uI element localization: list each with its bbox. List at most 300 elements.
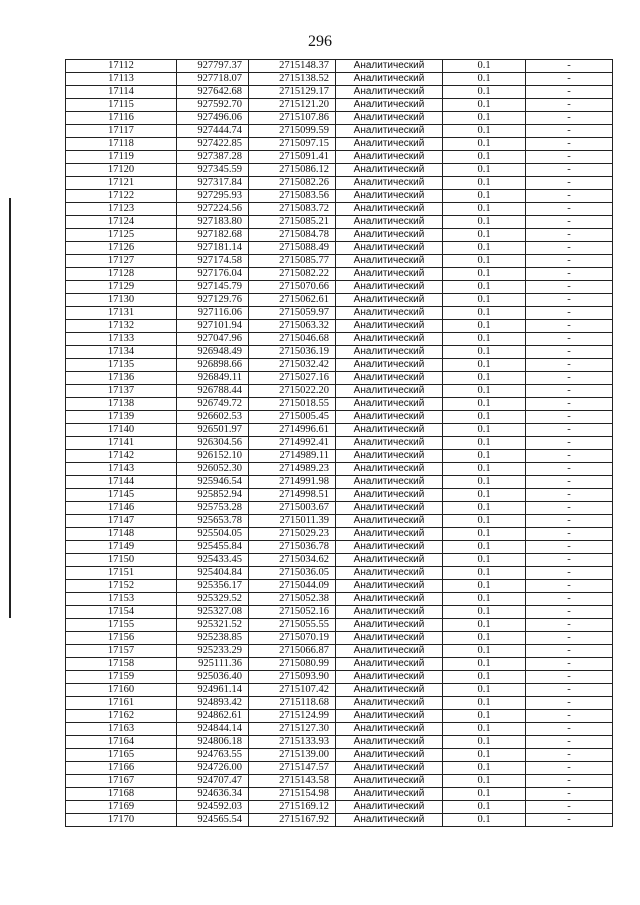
accuracy-cell: 0.1: [443, 320, 526, 333]
note-cell: -: [526, 788, 613, 801]
table-row: [66, 502, 613, 515]
note-cell: -: [526, 359, 613, 372]
point-id-cell: 17144: [66, 476, 177, 489]
note-cell: -: [526, 437, 613, 450]
method-cell: Аналитический: [336, 645, 443, 658]
table-row: [66, 463, 613, 476]
method-cell: Аналитический: [336, 476, 443, 489]
accuracy-cell: 0.1: [443, 788, 526, 801]
accuracy-cell: 0.1: [443, 541, 526, 554]
note-cell: -: [526, 658, 613, 671]
accuracy-cell: 0.1: [443, 606, 526, 619]
x-coordinate-cell: 925238.85: [177, 632, 249, 645]
point-id-cell: 17169: [66, 801, 177, 814]
x-coordinate-cell: 926849.11: [177, 372, 249, 385]
table-row: [66, 333, 613, 346]
point-id-cell: 17136: [66, 372, 177, 385]
y-coordinate-cell: 2715169.12: [249, 801, 336, 814]
y-coordinate-cell: 2715036.05: [249, 567, 336, 580]
method-cell: Аналитический: [336, 723, 443, 736]
note-cell: -: [526, 242, 613, 255]
x-coordinate-cell: 926501.97: [177, 424, 249, 437]
point-id-cell: 17160: [66, 684, 177, 697]
accuracy-cell: 0.1: [443, 307, 526, 320]
table-row: [66, 281, 613, 294]
table-row: [66, 320, 613, 333]
accuracy-cell: 0.1: [443, 424, 526, 437]
point-id-cell: 17119: [66, 151, 177, 164]
point-id-cell: 17115: [66, 99, 177, 112]
accuracy-cell: 0.1: [443, 112, 526, 125]
note-cell: -: [526, 463, 613, 476]
note-cell: -: [526, 190, 613, 203]
table-row: [66, 697, 613, 710]
table-row: [66, 346, 613, 359]
accuracy-cell: 0.1: [443, 645, 526, 658]
x-coordinate-cell: 926898.66: [177, 359, 249, 372]
x-coordinate-cell: 927345.59: [177, 164, 249, 177]
accuracy-cell: 0.1: [443, 372, 526, 385]
note-cell: -: [526, 541, 613, 554]
note-cell: -: [526, 502, 613, 515]
point-id-cell: 17121: [66, 177, 177, 190]
x-coordinate-cell: 924707.47: [177, 775, 249, 788]
x-coordinate-cell: 927797.37: [177, 60, 249, 73]
point-id-cell: 17139: [66, 411, 177, 424]
accuracy-cell: 0.1: [443, 138, 526, 151]
note-cell: -: [526, 164, 613, 177]
x-coordinate-cell: 927642.68: [177, 86, 249, 99]
y-coordinate-cell: 2715082.26: [249, 177, 336, 190]
accuracy-cell: 0.1: [443, 749, 526, 762]
x-coordinate-cell: 924893.42: [177, 697, 249, 710]
y-coordinate-cell: 2715083.72: [249, 203, 336, 216]
method-cell: Аналитический: [336, 125, 443, 138]
table-row: [66, 138, 613, 151]
x-coordinate-cell: 925327.08: [177, 606, 249, 619]
point-id-cell: 17156: [66, 632, 177, 645]
accuracy-cell: 0.1: [443, 736, 526, 749]
point-id-cell: 17112: [66, 60, 177, 73]
method-cell: Аналитический: [336, 73, 443, 86]
y-coordinate-cell: 2715138.52: [249, 73, 336, 86]
y-coordinate-cell: 2715091.41: [249, 151, 336, 164]
point-id-cell: 17168: [66, 788, 177, 801]
point-id-cell: 17170: [66, 814, 177, 827]
table-row: [66, 99, 613, 112]
note-cell: -: [526, 671, 613, 684]
point-id-cell: 17149: [66, 541, 177, 554]
table-row: [66, 593, 613, 606]
note-cell: -: [526, 424, 613, 437]
note-cell: -: [526, 281, 613, 294]
x-coordinate-cell: 924592.03: [177, 801, 249, 814]
method-cell: Аналитический: [336, 268, 443, 281]
page-number: 296: [308, 33, 332, 50]
y-coordinate-cell: 2715029.23: [249, 528, 336, 541]
y-coordinate-cell: 2715046.68: [249, 333, 336, 346]
table-row: [66, 268, 613, 281]
x-coordinate-cell: 926304.56: [177, 437, 249, 450]
x-coordinate-cell: 925433.45: [177, 554, 249, 567]
table-row: [66, 710, 613, 723]
method-cell: Аналитический: [336, 567, 443, 580]
note-cell: -: [526, 645, 613, 658]
accuracy-cell: 0.1: [443, 580, 526, 593]
y-coordinate-cell: 2715107.42: [249, 684, 336, 697]
note-cell: -: [526, 333, 613, 346]
point-id-cell: 17127: [66, 255, 177, 268]
accuracy-cell: 0.1: [443, 632, 526, 645]
point-id-cell: 17158: [66, 658, 177, 671]
y-coordinate-cell: 2715052.16: [249, 606, 336, 619]
note-cell: -: [526, 411, 613, 424]
table-row: [66, 437, 613, 450]
y-coordinate-cell: 2715097.15: [249, 138, 336, 151]
x-coordinate-cell: 927047.96: [177, 333, 249, 346]
method-cell: Аналитический: [336, 762, 443, 775]
y-coordinate-cell: 2715118.68: [249, 697, 336, 710]
x-coordinate-cell: 927181.14: [177, 242, 249, 255]
accuracy-cell: 0.1: [443, 294, 526, 307]
point-id-cell: 17132: [66, 320, 177, 333]
table-row: [66, 541, 613, 554]
accuracy-cell: 0.1: [443, 775, 526, 788]
x-coordinate-cell: 925036.40: [177, 671, 249, 684]
accuracy-cell: 0.1: [443, 164, 526, 177]
note-cell: -: [526, 489, 613, 502]
y-coordinate-cell: 2715059.97: [249, 307, 336, 320]
point-id-cell: 17145: [66, 489, 177, 502]
y-coordinate-cell: 2714998.51: [249, 489, 336, 502]
x-coordinate-cell: 925504.05: [177, 528, 249, 541]
table-row: [66, 749, 613, 762]
x-coordinate-cell: 927145.79: [177, 281, 249, 294]
accuracy-cell: 0.1: [443, 593, 526, 606]
table-row: [66, 723, 613, 736]
accuracy-cell: 0.1: [443, 697, 526, 710]
y-coordinate-cell: 2715052.38: [249, 593, 336, 606]
point-id-cell: 17114: [66, 86, 177, 99]
note-cell: -: [526, 567, 613, 580]
accuracy-cell: 0.1: [443, 489, 526, 502]
note-cell: -: [526, 138, 613, 151]
table-row: [66, 645, 613, 658]
method-cell: Аналитический: [336, 216, 443, 229]
note-cell: -: [526, 684, 613, 697]
accuracy-cell: 0.1: [443, 86, 526, 99]
table-row: [66, 164, 613, 177]
x-coordinate-cell: 925455.84: [177, 541, 249, 554]
method-cell: Аналитический: [336, 164, 443, 177]
method-cell: Аналитический: [336, 398, 443, 411]
table-row: [66, 177, 613, 190]
x-coordinate-cell: 924763.55: [177, 749, 249, 762]
note-cell: -: [526, 398, 613, 411]
point-id-cell: 17118: [66, 138, 177, 151]
point-id-cell: 17142: [66, 450, 177, 463]
margin-bar: [9, 198, 11, 618]
table-row: [66, 216, 613, 229]
y-coordinate-cell: 2715070.66: [249, 281, 336, 294]
y-coordinate-cell: 2715083.56: [249, 190, 336, 203]
accuracy-cell: 0.1: [443, 190, 526, 203]
y-coordinate-cell: 2715167.92: [249, 814, 336, 827]
x-coordinate-cell: 927183.80: [177, 216, 249, 229]
note-cell: -: [526, 749, 613, 762]
point-id-cell: 17152: [66, 580, 177, 593]
accuracy-cell: 0.1: [443, 177, 526, 190]
note-cell: -: [526, 320, 613, 333]
table-row: [66, 658, 613, 671]
table-row: [66, 450, 613, 463]
note-cell: -: [526, 801, 613, 814]
accuracy-cell: 0.1: [443, 151, 526, 164]
x-coordinate-cell: 925329.52: [177, 593, 249, 606]
note-cell: -: [526, 307, 613, 320]
table-row: [66, 203, 613, 216]
x-coordinate-cell: 924806.18: [177, 736, 249, 749]
method-cell: Аналитический: [336, 593, 443, 606]
accuracy-cell: 0.1: [443, 268, 526, 281]
point-id-cell: 17120: [66, 164, 177, 177]
y-coordinate-cell: 2715036.19: [249, 346, 336, 359]
table-row: [66, 190, 613, 203]
point-id-cell: 17166: [66, 762, 177, 775]
y-coordinate-cell: 2715070.19: [249, 632, 336, 645]
point-id-cell: 17133: [66, 333, 177, 346]
accuracy-cell: 0.1: [443, 567, 526, 580]
y-coordinate-cell: 2715086.12: [249, 164, 336, 177]
method-cell: Аналитический: [336, 281, 443, 294]
x-coordinate-cell: 925111.36: [177, 658, 249, 671]
method-cell: Аналитический: [336, 619, 443, 632]
method-cell: Аналитический: [336, 242, 443, 255]
y-coordinate-cell: 2715124.99: [249, 710, 336, 723]
method-cell: Аналитический: [336, 515, 443, 528]
table-row: [66, 424, 613, 437]
note-cell: -: [526, 385, 613, 398]
y-coordinate-cell: 2714989.23: [249, 463, 336, 476]
y-coordinate-cell: 2715063.32: [249, 320, 336, 333]
coordinates-table-body: [66, 60, 613, 827]
note-cell: -: [526, 476, 613, 489]
accuracy-cell: 0.1: [443, 359, 526, 372]
table-row: [66, 294, 613, 307]
method-cell: Аналитический: [336, 801, 443, 814]
point-id-cell: 17122: [66, 190, 177, 203]
point-id-cell: 17163: [66, 723, 177, 736]
y-coordinate-cell: 2715066.87: [249, 645, 336, 658]
note-cell: -: [526, 255, 613, 268]
accuracy-cell: 0.1: [443, 398, 526, 411]
table-row: [66, 684, 613, 697]
point-id-cell: 17162: [66, 710, 177, 723]
note-cell: -: [526, 723, 613, 736]
y-coordinate-cell: 2715085.77: [249, 255, 336, 268]
table-row: [66, 359, 613, 372]
method-cell: Аналитический: [336, 138, 443, 151]
method-cell: Аналитический: [336, 502, 443, 515]
accuracy-cell: 0.1: [443, 125, 526, 138]
method-cell: Аналитический: [336, 684, 443, 697]
accuracy-cell: 0.1: [443, 710, 526, 723]
accuracy-cell: 0.1: [443, 242, 526, 255]
point-id-cell: 17151: [66, 567, 177, 580]
point-id-cell: 17154: [66, 606, 177, 619]
table-row: [66, 229, 613, 242]
accuracy-cell: 0.1: [443, 385, 526, 398]
table-row: [66, 814, 613, 827]
y-coordinate-cell: 2714996.61: [249, 424, 336, 437]
x-coordinate-cell: 924844.14: [177, 723, 249, 736]
method-cell: Аналитический: [336, 255, 443, 268]
note-cell: -: [526, 86, 613, 99]
method-cell: Аналитический: [336, 736, 443, 749]
y-coordinate-cell: 2715018.55: [249, 398, 336, 411]
method-cell: Аналитический: [336, 554, 443, 567]
point-id-cell: 17143: [66, 463, 177, 476]
x-coordinate-cell: 924726.00: [177, 762, 249, 775]
y-coordinate-cell: 2715127.30: [249, 723, 336, 736]
accuracy-cell: 0.1: [443, 437, 526, 450]
point-id-cell: 17141: [66, 437, 177, 450]
x-coordinate-cell: 927496.06: [177, 112, 249, 125]
table-row: [66, 489, 613, 502]
method-cell: Аналитический: [336, 294, 443, 307]
accuracy-cell: 0.1: [443, 502, 526, 515]
point-id-cell: 17125: [66, 229, 177, 242]
x-coordinate-cell: 927101.94: [177, 320, 249, 333]
method-cell: Аналитический: [336, 710, 443, 723]
method-cell: Аналитический: [336, 86, 443, 99]
method-cell: Аналитический: [336, 333, 443, 346]
x-coordinate-cell: 925404.84: [177, 567, 249, 580]
note-cell: -: [526, 73, 613, 86]
accuracy-cell: 0.1: [443, 762, 526, 775]
accuracy-cell: 0.1: [443, 255, 526, 268]
point-id-cell: 17150: [66, 554, 177, 567]
table-row: [66, 86, 613, 99]
accuracy-cell: 0.1: [443, 814, 526, 827]
accuracy-cell: 0.1: [443, 554, 526, 567]
point-id-cell: 17130: [66, 294, 177, 307]
method-cell: Аналитический: [336, 632, 443, 645]
table-row: [66, 580, 613, 593]
x-coordinate-cell: 926602.53: [177, 411, 249, 424]
table-row: [66, 762, 613, 775]
accuracy-cell: 0.1: [443, 450, 526, 463]
note-cell: -: [526, 619, 613, 632]
note-cell: -: [526, 736, 613, 749]
x-coordinate-cell: 926788.44: [177, 385, 249, 398]
y-coordinate-cell: 2714989.11: [249, 450, 336, 463]
x-coordinate-cell: 927295.93: [177, 190, 249, 203]
table-row: [66, 775, 613, 788]
point-id-cell: 17146: [66, 502, 177, 515]
table-row: [66, 671, 613, 684]
table-row: [66, 515, 613, 528]
method-cell: Аналитический: [336, 424, 443, 437]
note-cell: -: [526, 372, 613, 385]
point-id-cell: 17117: [66, 125, 177, 138]
note-cell: -: [526, 216, 613, 229]
method-cell: Аналитический: [336, 320, 443, 333]
note-cell: -: [526, 294, 613, 307]
x-coordinate-cell: 926749.72: [177, 398, 249, 411]
point-id-cell: 17135: [66, 359, 177, 372]
note-cell: -: [526, 775, 613, 788]
table-row: [66, 372, 613, 385]
point-id-cell: 17159: [66, 671, 177, 684]
table-row: [66, 476, 613, 489]
method-cell: Аналитический: [336, 541, 443, 554]
note-cell: -: [526, 60, 613, 73]
note-cell: -: [526, 450, 613, 463]
y-coordinate-cell: 2715044.09: [249, 580, 336, 593]
x-coordinate-cell: 927224.56: [177, 203, 249, 216]
note-cell: -: [526, 814, 613, 827]
y-coordinate-cell: 2715139.00: [249, 749, 336, 762]
accuracy-cell: 0.1: [443, 99, 526, 112]
point-id-cell: 17116: [66, 112, 177, 125]
y-coordinate-cell: 2715027.16: [249, 372, 336, 385]
method-cell: Аналитический: [336, 190, 443, 203]
table-row: [66, 788, 613, 801]
point-id-cell: 17167: [66, 775, 177, 788]
accuracy-cell: 0.1: [443, 684, 526, 697]
note-cell: -: [526, 268, 613, 281]
table-row: [66, 801, 613, 814]
point-id-cell: 17123: [66, 203, 177, 216]
method-cell: Аналитический: [336, 814, 443, 827]
x-coordinate-cell: 925852.94: [177, 489, 249, 502]
table-row: [66, 60, 613, 73]
y-coordinate-cell: 2715154.98: [249, 788, 336, 801]
y-coordinate-cell: 2715082.22: [249, 268, 336, 281]
y-coordinate-cell: 2715143.58: [249, 775, 336, 788]
x-coordinate-cell: 927317.84: [177, 177, 249, 190]
y-coordinate-cell: 2715107.86: [249, 112, 336, 125]
x-coordinate-cell: 924862.61: [177, 710, 249, 723]
note-cell: -: [526, 151, 613, 164]
method-cell: Аналитический: [336, 346, 443, 359]
table-row: [66, 112, 613, 125]
point-id-cell: 17126: [66, 242, 177, 255]
method-cell: Аналитический: [336, 177, 443, 190]
note-cell: -: [526, 125, 613, 138]
method-cell: Аналитический: [336, 658, 443, 671]
accuracy-cell: 0.1: [443, 60, 526, 73]
x-coordinate-cell: 924636.34: [177, 788, 249, 801]
accuracy-cell: 0.1: [443, 671, 526, 684]
accuracy-cell: 0.1: [443, 476, 526, 489]
note-cell: -: [526, 229, 613, 242]
method-cell: Аналитический: [336, 437, 443, 450]
coordinates-table: [65, 59, 613, 827]
method-cell: Аналитический: [336, 99, 443, 112]
accuracy-cell: 0.1: [443, 281, 526, 294]
method-cell: Аналитический: [336, 697, 443, 710]
x-coordinate-cell: 924961.14: [177, 684, 249, 697]
note-cell: -: [526, 554, 613, 567]
note-cell: -: [526, 710, 613, 723]
accuracy-cell: 0.1: [443, 346, 526, 359]
point-id-cell: 17161: [66, 697, 177, 710]
method-cell: Аналитический: [336, 671, 443, 684]
y-coordinate-cell: 2715121.20: [249, 99, 336, 112]
x-coordinate-cell: 927129.76: [177, 294, 249, 307]
